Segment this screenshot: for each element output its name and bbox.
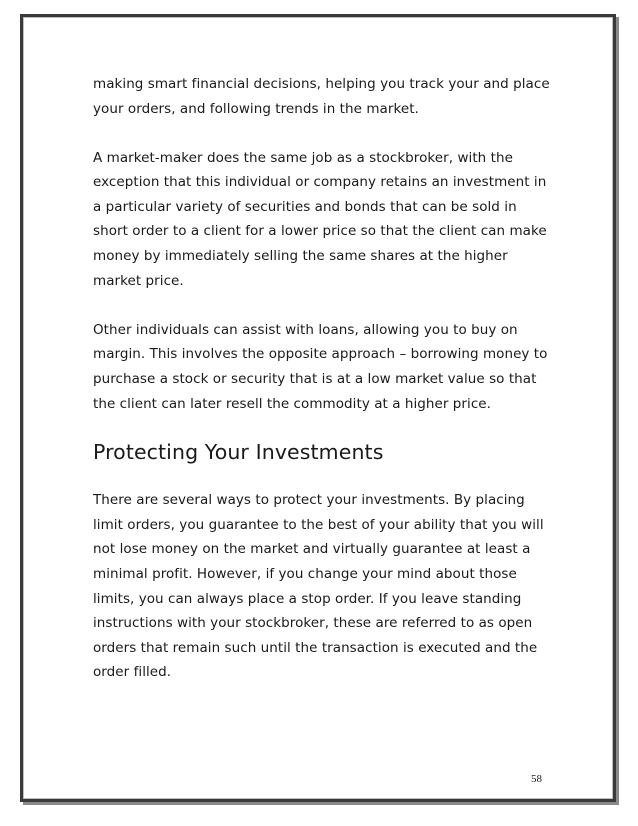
page-content <box>93 72 555 685</box>
paragraph-loans-margin: Other individuals can assist with loans, allowing you to buy on margin. This involves the opposite approach – borrowing money to purchase a stock or security that is at a low market value so that the client can later resell the commodity at a higher price. <box>93 321 548 412</box>
page-number: 58 <box>531 773 542 785</box>
paragraph-financial-decisions: making smart financial decisions, helping you track your and place your orders, and following trends in the market. <box>93 76 550 117</box>
paragraph-spacer <box>93 293 555 318</box>
paragraph-market-maker: A market-maker does the same job as a stockbroker, with the exception that this individual or company retains an investment in a particular variety of securities and bonds that can be sold in short order to a client for a lower price so that the client can make money by immediately selling the same shares at the higher market price. <box>93 149 547 289</box>
paragraph-spacer <box>93 121 555 146</box>
paragraph-protect-investments: There are several ways to protect your investments. By placing limit orders, you guarantee to the best of your ability that you will not lose money on the market and virtually guarantee at least a minimal profit. However, if you change your mind about those limits, you can always place a stop order. If you leave standing instructions with your stockbroker, these are referred to as open orders that remain such until the transaction is executed and the order filled. <box>93 492 544 681</box>
heading-spacer <box>93 466 555 488</box>
section-heading: Protecting Your Investments <box>93 440 384 465</box>
